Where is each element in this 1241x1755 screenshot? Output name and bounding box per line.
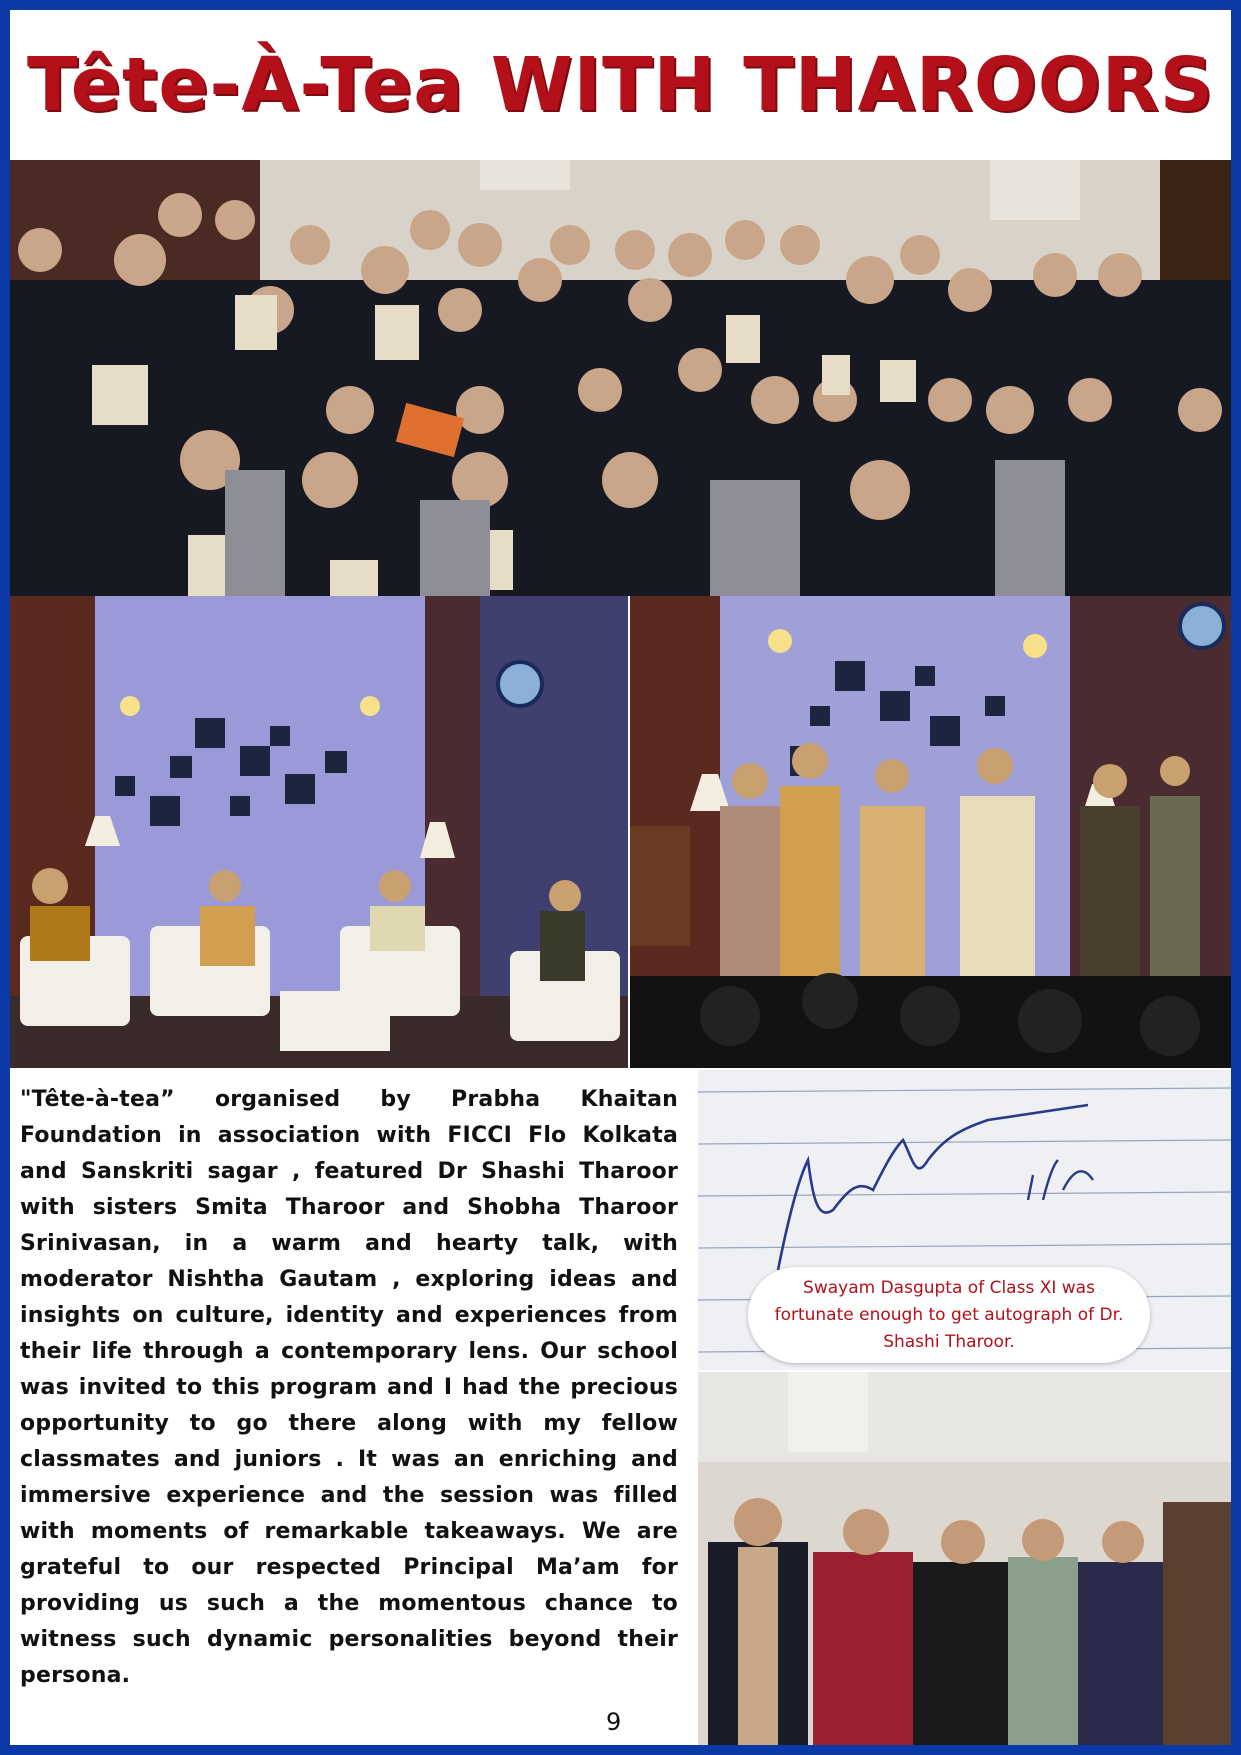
group-photo xyxy=(10,160,1231,596)
teachers-photo xyxy=(698,1372,1231,1745)
article-body: "Tête-à-tea” organised by Prabha Khaitan Foundation in association with FICCI Flo Kolkata and Sanskriti sagar , featured Dr Shashi Tharoor with sisters Smita Tharoor and Shobha Tharoor Srinivasan, in a warm and hearty talk, with moderator Nishtha Gautam , exploring ideas and insights on culture, identity and experiences from their life through a contemporary lens. Our school was invited to this program and I had the precious opportunity to go there along with my fellow classmates and juniors . It was an enriching and immersive experience and the session was filled with moments of remarkable takeaways. We are grateful to our respected Principal Ma’am for providing us such a the momentous chance to witness such dynamic personalities beyond their persona. xyxy=(20,1087,678,1688)
stage-photo-panel xyxy=(10,596,628,1068)
autograph-caption: Swayam Dasgupta of Class XI was fortunate enough to get autograph of Dr. Shashi Tharoor. xyxy=(748,1267,1150,1363)
title-band xyxy=(10,10,1231,160)
page-number: 9 xyxy=(606,1708,622,1736)
stage-photo-felicitation xyxy=(630,596,1231,1068)
page-title: Tête-À-Tea WITH THAROORS xyxy=(26,42,1214,128)
